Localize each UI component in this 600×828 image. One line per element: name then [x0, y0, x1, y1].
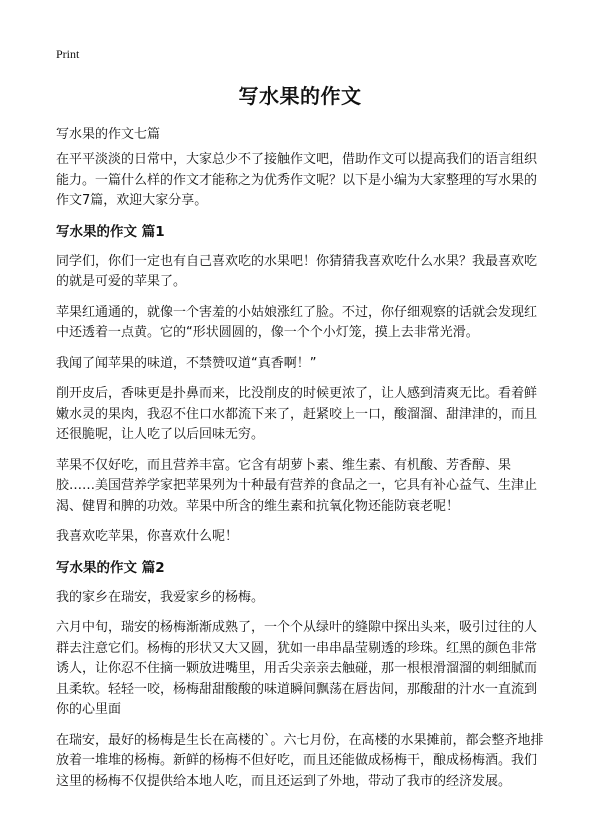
document-subtitle: 写水果的作文七篇 [56, 127, 161, 142]
section-heading: 写水果的作文 篇2 [56, 559, 165, 576]
paragraph: 我闻了闻苹果的味道，不禁赞叹道“真香啊！” [56, 355, 317, 371]
paragraph: 同学们，你们一定也有自己喜欢吃的水果吧！你猜猜我喜欢吃什么水果？我最喜欢吃的就是可爱的苹果了。 [56, 253, 538, 289]
section-heading: 写水果的作文 篇1 [56, 223, 165, 240]
paragraph: 苹果不仅好吃，而且营养丰富。它含有胡萝卜素、维生素、有机酸、芳香醇、果胶……美国营养学家把苹果列为十种最有营养的食品之一，它具有补心益气、生津止渴、健胃和脾的功效。苹果中所含的维生素和抗氧化物还能防衰老呢！ [56, 457, 538, 514]
paragraph: 六月中旬，瑞安的杨梅渐渐成熟了，一个个从绿叶的缝隙中探出头来，吸引过往的人群去注意它们。杨梅的形状又大又圆，犹如一串串晶莹剔透的珍珠。红黑的颜色非常诱人，让你忍不住摘一颗放进嘴里，用舌尖亲亲去触碰，那一根根滑溜溜的刺细腻而且柔软。轻轻一咬，杨梅甜甜酸酸的味道瞬间飘荡在唇齿间，那酸甜的汁水一直流到你的心里面 [56, 620, 538, 717]
paragraph: 苹果红通通的，就像一个害羞的小姑娘涨红了脸。不过，你仔细观察的话就会发现红中还透着一点黄。它的“形状圆圆的，像一个个小灯笼，摸上去非常光滑。 [56, 304, 538, 340]
paragraph: 我的家乡在瑞安，我爱家乡的杨梅。 [56, 589, 265, 605]
print-link[interactable]: Print [56, 47, 80, 61]
paragraph: 在瑞安，最好的杨梅是生长在高楼的`。六七月份，在高楼的水果摊前，都会整齐地排放着一堆堆的杨梅。新鲜的杨梅不但好吃，而且还能做成杨梅干，酿成杨梅酒。我们这里的杨梅不仅提供给本地人吃，而且还运到了外地，带动了我市的经济发展。 [56, 732, 544, 789]
paragraph: 我喜欢吃苹果，你喜欢什么呢！ [56, 529, 239, 544]
page-title: 写水果的作文 [238, 84, 362, 108]
paragraph: 削开皮后，香味更是扑鼻而来，比没削皮的时候更浓了，让人感到清爽无比。看着鲜嫩水灵的果肉，我忍不住口水都流下来了，赶紧咬上一口，酸溜溜、甜津津的，而且还很脆呢，让人吃了以后回味无穷。 [56, 386, 538, 442]
article-body [56, 150, 546, 802]
intro-paragraph: 在平平淡淡的日常中，大家总少不了接触作文吧，借助作文可以提高我们的语言组织能力。一篇什么样的作文才能称之为优秀作文呢？以下是小编为大家整理的写水果的作文7篇，欢迎大家分享。 [56, 152, 538, 208]
